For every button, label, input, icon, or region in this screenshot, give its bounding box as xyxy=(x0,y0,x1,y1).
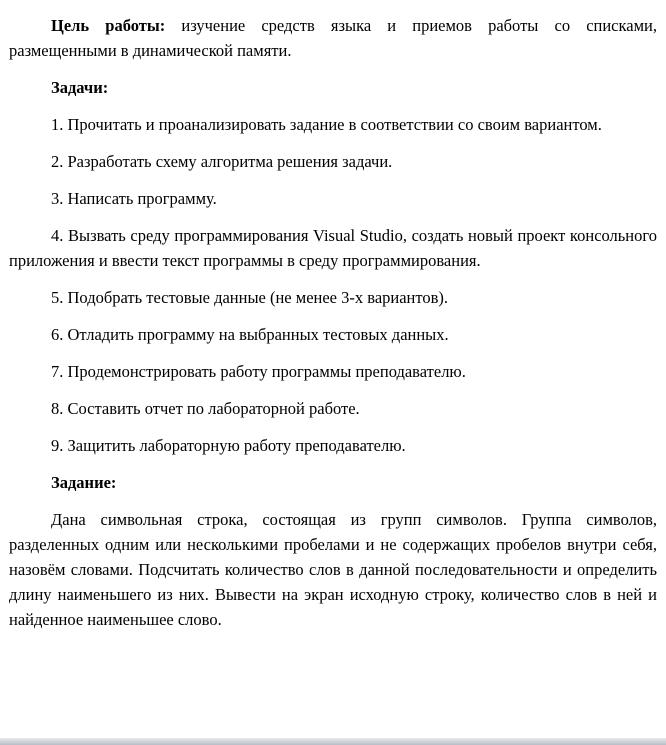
task-item-7 xyxy=(9,359,657,384)
task-item-9-text: 9. Защитить лабораторную работу преподавателю. xyxy=(51,436,406,455)
task-item-2-text: 2. Разработать схему алгоритма решения задачи. xyxy=(51,152,393,171)
task-item-3-text: 3. Написать программу. xyxy=(51,189,217,208)
task-item-2 xyxy=(9,149,657,174)
heading-tasks-label: Задачи: xyxy=(51,78,109,97)
heading-assignment-label: Задание: xyxy=(51,473,117,492)
task-item-1 xyxy=(9,112,657,137)
task-item-6-text: 6. Отладить программу на выбранных тестовых данных. xyxy=(51,325,449,344)
task-item-4-text: 4. Вызвать среду программирования Visual Studio, создать новый проект консольного приложения и ввести текст программы в среду программирования. xyxy=(9,226,657,270)
task-item-5-text: 5. Подобрать тестовые данные (не менее 3-х вариантов). xyxy=(51,288,449,307)
heading-assignment xyxy=(9,470,657,495)
task-item-9 xyxy=(9,433,657,458)
paragraph-assignment-text: Дана символьная строка, состоящая из групп символов. Группа символов, разделенных одним или несколькими пробелами и не содержащих пробелов внутри себя, назовём словами. Подсчитать количество слов в данной последовательности и определить длину наименьшего из них. Вывести на экран исходную строку, количество слов в ней и найденное наименьшее слово. xyxy=(9,510,657,629)
paragraph-goal-text: изучение средств языка и приемов работы со списками, размещенными в динамической памяти. xyxy=(9,16,657,60)
paragraph-goal xyxy=(9,13,657,63)
task-item-8 xyxy=(9,396,657,421)
task-item-1-text: 1. Прочитать и проанализировать задание в соответствии со своим вариантом. xyxy=(51,115,602,134)
task-item-8-text: 8. Составить отчет по лабораторной работе. xyxy=(51,399,360,418)
heading-tasks xyxy=(9,75,657,100)
page-bottom-edge xyxy=(0,738,666,745)
task-item-4 xyxy=(9,223,657,273)
task-item-7-text: 7. Продемонстрировать работу программы преподавателю. xyxy=(51,362,466,381)
paragraph-goal-lead: Цель работы: xyxy=(51,16,166,35)
task-item-5 xyxy=(9,285,657,310)
paragraph-assignment xyxy=(9,507,657,632)
task-item-3 xyxy=(9,186,657,211)
task-item-6 xyxy=(9,322,657,347)
